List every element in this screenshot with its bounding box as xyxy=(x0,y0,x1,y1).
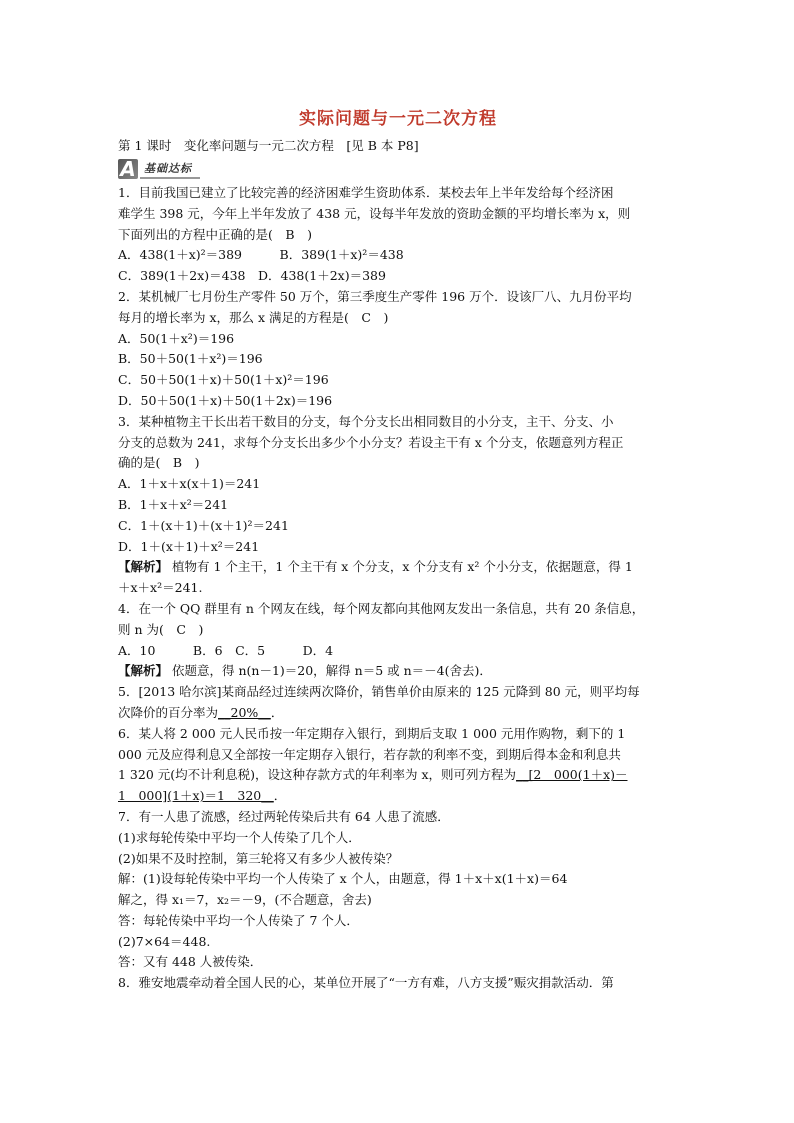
text-line: 1．目前我国已建立了比较完善的经济困难学生资助体系．某校去年上半年发给每个经济困 xyxy=(118,185,614,200)
badge-letter-icon: A xyxy=(118,159,138,179)
text-line: B．50＋50(1＋x²)＝196 xyxy=(118,351,263,367)
text-line: 7．有一人患了流感，经过两轮传染后共有 64 人患了流感． xyxy=(118,808,450,824)
text-line xyxy=(118,703,678,724)
text-line: D．50＋50(1＋x)＋50(1＋2x)＝196 xyxy=(118,392,333,408)
section-badge xyxy=(118,159,678,179)
text-line: C．50＋50(1＋x)＋50(1＋x)²＝196 xyxy=(118,372,329,388)
text-line: A．50(1＋x²)＝196 xyxy=(118,330,235,346)
text-line: 000 元及应得利息又全部按一年定期存入银行，若存款的利率不变，到期后得本金和利息共 xyxy=(118,746,621,762)
question-text: ． xyxy=(273,788,287,804)
text-line: A．1＋x＋x(x＋1)＝241 xyxy=(118,476,261,492)
text-line: 5．[2013 哈尔滨]某商品经过连续两次降价，销售单价由原来的 125 元降到 80 元，则平均每 xyxy=(118,684,640,700)
analysis-text: 依题意，得 n(n－1)＝20，解得 n＝5 或 n＝－4(舍去)． xyxy=(172,663,492,679)
analysis-line xyxy=(118,661,678,682)
text-line: 答：每轮传染中平均一个人传染了 7 个人． xyxy=(118,912,359,928)
analysis-tag: 【解析】 xyxy=(118,559,169,575)
text-line: 则 n 为( C ) xyxy=(118,621,204,637)
text-line: 分支的总数为 241，求每个分支长出多少个小分支？若设主干有 x 个分支，依题意列方程正 xyxy=(118,434,624,450)
text-line: (2)7×64＝448. xyxy=(118,933,211,949)
text-line: 8．雅安地震牵动着全国人民的心，某单位开展了“一方有难，八方支援”赈灾捐款活动．第 xyxy=(118,975,614,991)
text-line: 3．某种植物主干长出若干数目的分支，每个分支长出相同数目的小分支，主干、分支、小 xyxy=(118,413,614,429)
page-title: 实际问题与一元二次方程 xyxy=(299,109,497,129)
text-line: 2．某机械厂七月份生产零件 50 万个，第三季度生产零件 196 万个．设该厂八、九月份平均 xyxy=(118,288,632,304)
question-text: ． xyxy=(270,704,284,720)
text-line: 解之，得 x₁＝7，x₂＝－9，(不合题意，舍去) xyxy=(118,892,372,908)
text-line: 下面列出的方程中正确的是( B ) xyxy=(118,226,312,242)
answer-blank: 1 000](1＋x)＝1 320__ xyxy=(118,788,274,804)
text-line: 难学生 398 元，今年上半年发放了 438 元，设每半年发放的资助金额的平均增长率为 x，则 xyxy=(118,205,631,221)
badge-label: 基础达标 xyxy=(140,159,200,179)
analysis-line xyxy=(118,557,678,578)
text-line: D．1＋(x＋1)＋x²＝241 xyxy=(118,538,260,554)
text-line: 解：(1)设每轮传染中平均一个人传染了 x 个人，由题意，得 1＋x＋x(1＋x)＝64 xyxy=(118,871,568,887)
question-text: 次降价的百分率为 xyxy=(118,704,219,720)
text-line: 每月的增长率为 x，那么 x 满足的方程是( C ) xyxy=(118,309,389,325)
text-line: C．1＋(x＋1)＋(x＋1)²＝241 xyxy=(118,517,289,533)
answer-blank: __[2 000(1＋x)－ xyxy=(516,767,628,783)
text-line: A．438(1＋x)²＝389 B．389(1＋x)²＝438 xyxy=(118,247,404,263)
text-line: 4．在一个 QQ 群里有 n 个网友在线，每个网友都向其他网友发出一条信息，共有 20 条信息， xyxy=(118,600,645,616)
lesson-subtitle: 第 1 课时 变化率问题与一元二次方程 [见 B 本 P8] xyxy=(118,138,419,153)
text-line xyxy=(118,765,678,786)
text-line xyxy=(118,786,678,807)
text-line: 确的是( B ) xyxy=(118,455,200,471)
question-text: 1 320 元(均不计利息税)，设这种存款方式的年利率为 x，则可列方程为 xyxy=(118,767,517,783)
text-line: A．10 B．6 C．5 D．4 xyxy=(118,642,334,658)
text-line: 答：又有 448 人被传染． xyxy=(118,954,263,970)
analysis-tag: 【解析】 xyxy=(118,663,169,679)
text-line: C．389(1＋2x)＝438 D．438(1＋2x)＝389 xyxy=(118,268,386,284)
answer-blank: __20%__ xyxy=(218,704,271,720)
text-line: B．1＋x＋x²＝241 xyxy=(118,496,229,512)
text-line: (1)求每轮传染中平均一个人传染了几个人． xyxy=(118,829,361,845)
text-line: 6．某人将 2 000 元人民币按一年定期存入银行，到期后支取 1 000 元用作购物，剩下的 1 xyxy=(118,725,626,741)
text-line: (2)如果不及时控制，第三轮将又有多少人被传染？ xyxy=(118,850,399,866)
analysis-line: ＋x＋x²＝241. xyxy=(118,580,203,596)
analysis-text: 植物有 1 个主干，1 个主干有 x 个分支，x 个分支有 x² 个小分支，依据题意，得 1 xyxy=(172,559,633,575)
document-page xyxy=(118,104,678,994)
